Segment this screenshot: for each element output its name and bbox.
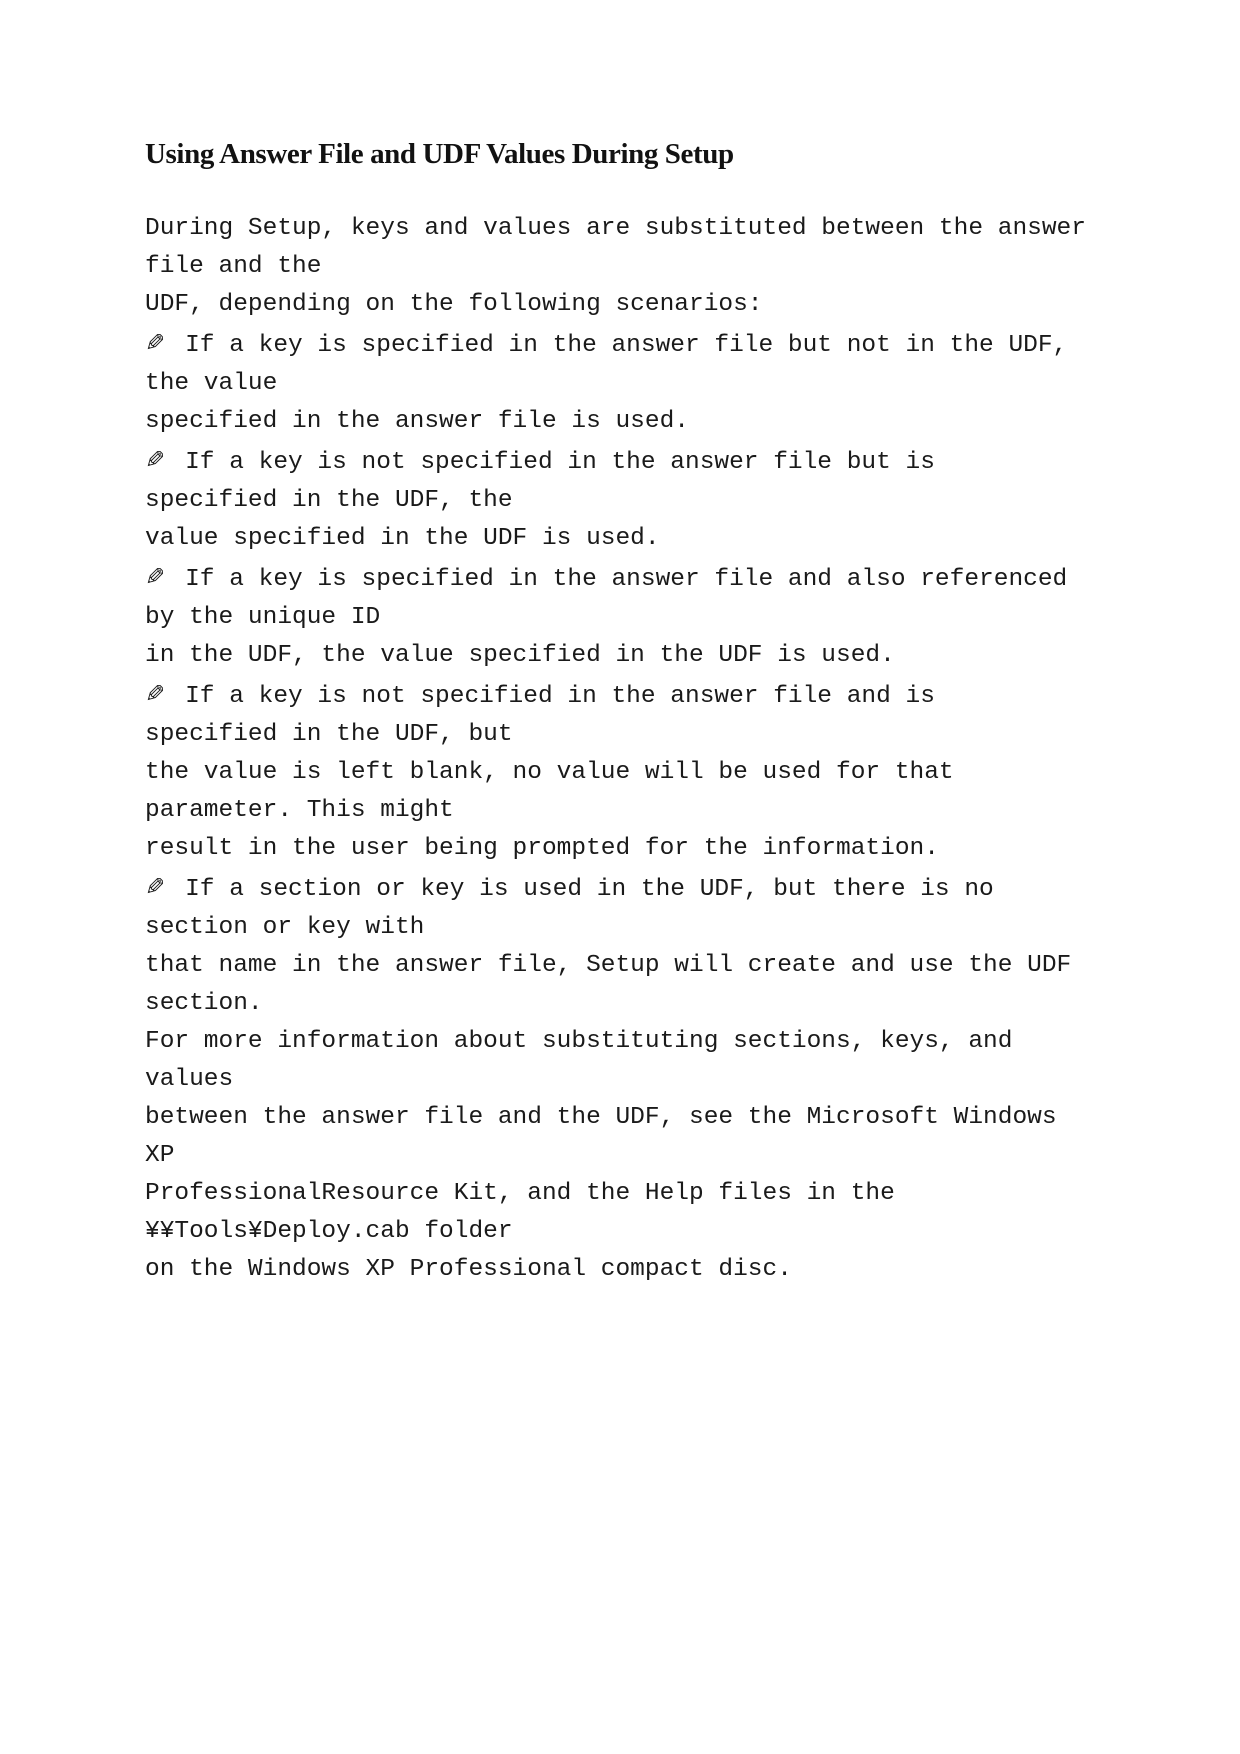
bullet-line xyxy=(145,324,1165,365)
text-line xyxy=(145,1023,1165,1061)
line-text: file and the xyxy=(145,253,322,280)
text-line xyxy=(145,286,1165,324)
pencil-bullet-icon: ✎ xyxy=(145,446,166,474)
line-text: ProfessionalResource Kit, and the Help files in the xyxy=(145,1180,895,1207)
text-line xyxy=(145,985,1165,1023)
text-line xyxy=(145,1099,1165,1137)
text-line xyxy=(145,599,1165,637)
text-line xyxy=(145,365,1165,403)
line-text: between the answer file and the UDF, see the Microsoft Windows xyxy=(145,1104,1057,1131)
line-text: For more information about substituting sections, keys, and xyxy=(145,1028,1013,1055)
line-text: During Setup, keys and values are substituted between the answer xyxy=(145,215,1086,242)
line-text: ¥¥Tools¥Deploy.cab folder xyxy=(145,1218,513,1245)
text-line xyxy=(145,482,1165,520)
line-text: If a key is specified in the answer file but not in the UDF, xyxy=(185,332,1068,359)
bullet-line xyxy=(145,675,1165,716)
line-text: If a section or key is used in the UDF, but there is no xyxy=(185,876,994,903)
text-line xyxy=(145,520,1165,558)
line-text: on the Windows XP Professional compact disc. xyxy=(145,1256,792,1283)
line-text: result in the user being prompted for the information. xyxy=(145,835,939,862)
text-line xyxy=(145,210,1165,248)
line-text: If a key is not specified in the answer file and is xyxy=(185,683,935,710)
line-text: by the unique ID xyxy=(145,604,381,631)
line-text: parameter. This might xyxy=(145,797,454,824)
pencil-bullet-icon: ✎ xyxy=(145,563,166,591)
pencil-bullet-icon: ✎ xyxy=(145,680,166,708)
line-text: specified in the answer file is used. xyxy=(145,408,689,435)
bullet-line xyxy=(145,441,1165,482)
text-line xyxy=(145,909,1165,947)
line-text: If a key is specified in the answer file and also referenced xyxy=(185,566,1068,593)
line-text: values xyxy=(145,1066,234,1093)
text-line xyxy=(145,1175,1165,1213)
text-line xyxy=(145,830,1165,868)
line-text: the value xyxy=(145,370,278,397)
line-text: If a key is not specified in the answer file but is xyxy=(185,449,935,476)
bullet-line xyxy=(145,868,1165,909)
text-line xyxy=(145,637,1165,675)
text-line xyxy=(145,1061,1165,1099)
document-title: Using Answer File and UDF Values During Setup xyxy=(145,138,734,170)
line-text: in the UDF, the value specified in the UDF is used. xyxy=(145,642,895,669)
pencil-bullet-icon: ✎ xyxy=(145,873,166,901)
line-text: the value is left blank, no value will be used for that xyxy=(145,759,954,786)
text-line xyxy=(145,248,1165,286)
text-line xyxy=(145,947,1165,985)
document-body xyxy=(145,210,1165,1289)
bullet-line xyxy=(145,558,1165,599)
text-line xyxy=(145,792,1165,830)
text-line xyxy=(145,403,1165,441)
pencil-bullet-icon: ✎ xyxy=(145,329,166,357)
text-line xyxy=(145,1251,1165,1289)
text-line xyxy=(145,1213,1165,1251)
line-text: section or key with xyxy=(145,914,425,941)
line-text: value specified in the UDF is used. xyxy=(145,525,660,552)
text-line xyxy=(145,1137,1165,1175)
line-text: that name in the answer file, Setup will create and use the UDF xyxy=(145,952,1072,979)
text-line xyxy=(145,754,1165,792)
line-text: specified in the UDF, the xyxy=(145,487,513,514)
line-text: XP xyxy=(145,1142,175,1169)
line-text: section. xyxy=(145,990,263,1017)
line-text: UDF, depending on the following scenarios: xyxy=(145,291,763,318)
text-line xyxy=(145,716,1165,754)
line-text: specified in the UDF, but xyxy=(145,721,513,748)
